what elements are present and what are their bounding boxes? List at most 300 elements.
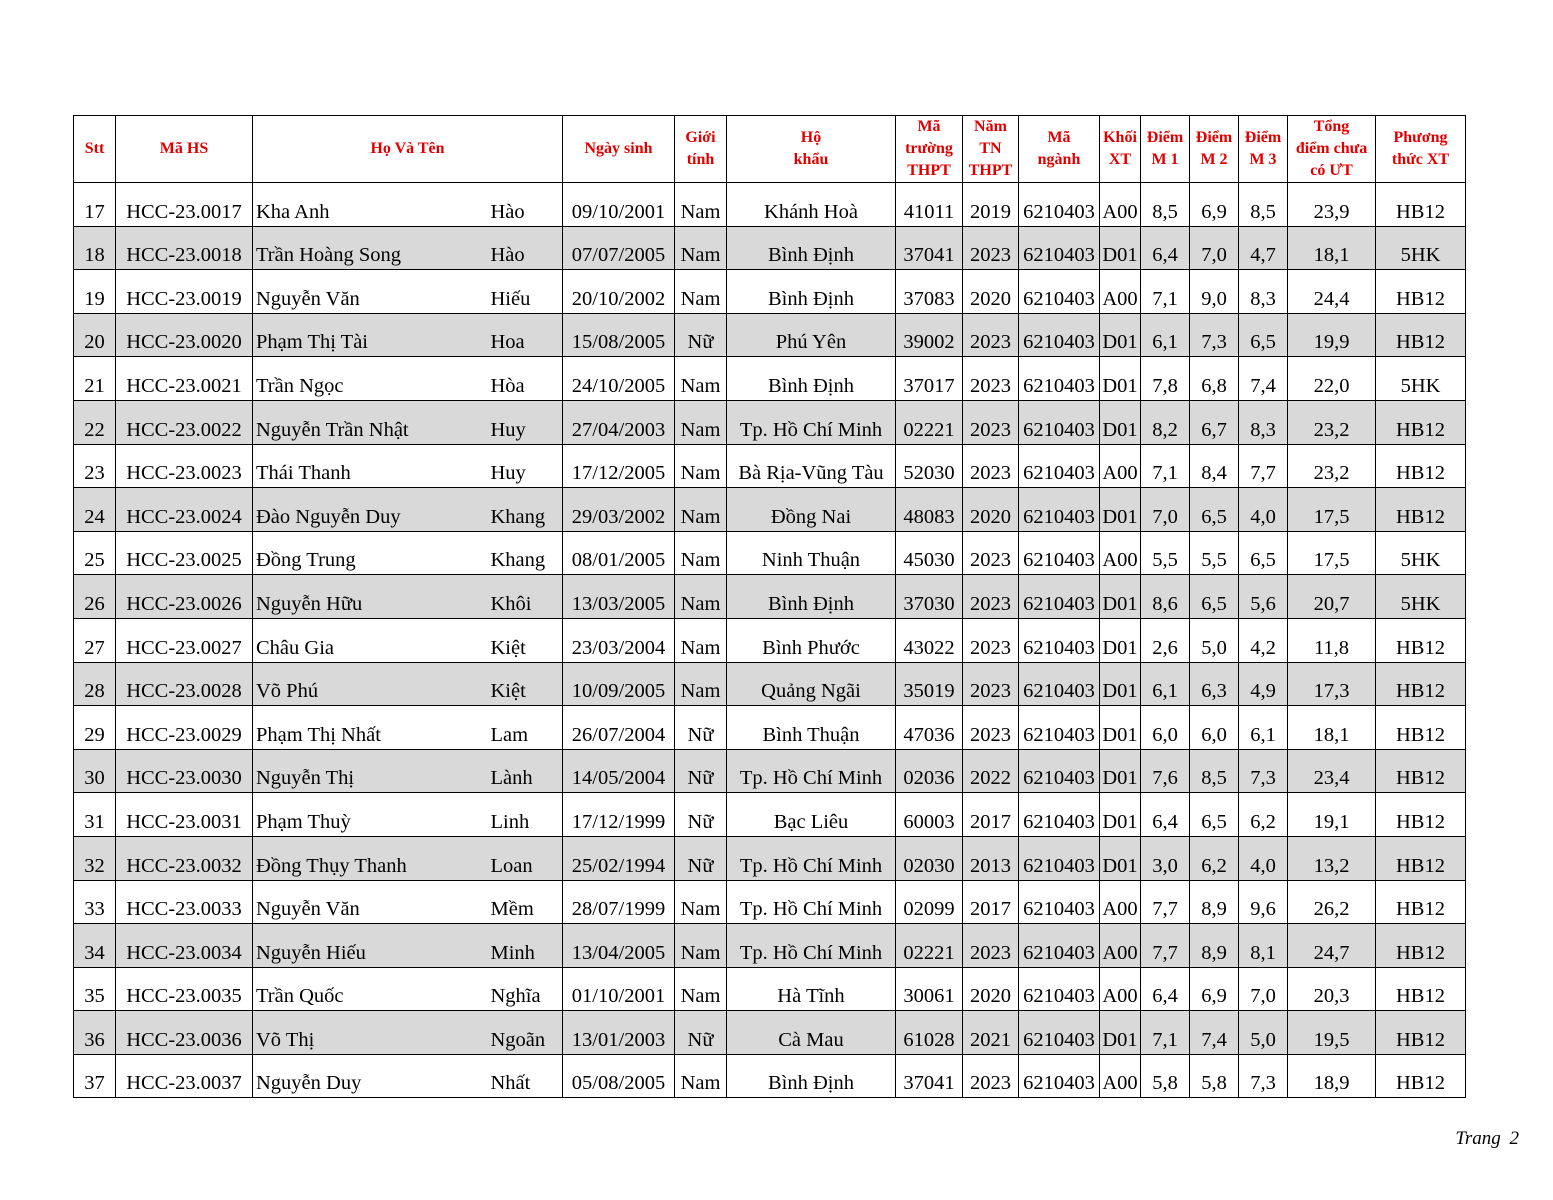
cell-diem-m2: 6,0 bbox=[1190, 706, 1239, 750]
cell-ten: Hoa bbox=[491, 313, 563, 357]
cell-ten: Huy bbox=[491, 400, 563, 444]
cell-nam-tn: 2023 bbox=[963, 313, 1019, 357]
cell-ho-khau: Bình Phước bbox=[727, 618, 896, 662]
cell-khoi-xt: D01 bbox=[1100, 836, 1141, 880]
cell-ho-khau: Bình Thuận bbox=[727, 706, 896, 750]
cell-diem-m3: 6,2 bbox=[1239, 793, 1288, 837]
cell-phuong-thuc: 5HK bbox=[1376, 531, 1466, 575]
cell-ten: Khôi bbox=[491, 575, 563, 619]
cell-stt: 24 bbox=[74, 488, 116, 532]
cell-stt: 19 bbox=[74, 270, 116, 314]
table-row bbox=[74, 400, 1466, 444]
cell-ho-khau: Tp. Hồ Chí Minh bbox=[727, 924, 896, 968]
cell-diem-m3: 7,4 bbox=[1239, 357, 1288, 401]
cell-ma-truong: 47036 bbox=[896, 706, 963, 750]
cell-stt: 29 bbox=[74, 706, 116, 750]
cell-ma-nganh: 6210403 bbox=[1019, 618, 1100, 662]
cell-diem-m3: 6,5 bbox=[1239, 531, 1288, 575]
cell-ngay-sinh: 09/10/2001 bbox=[563, 183, 675, 227]
cell-ngay-sinh: 10/09/2005 bbox=[563, 662, 675, 706]
cell-ma-hs: HCC-23.0035 bbox=[116, 967, 253, 1011]
cell-ten: Kiệt bbox=[491, 662, 563, 706]
cell-gioi-tinh: Nữ bbox=[675, 313, 727, 357]
table-row bbox=[74, 226, 1466, 270]
cell-diem-m2: 6,9 bbox=[1190, 183, 1239, 227]
cell-diem-m1: 7,6 bbox=[1141, 749, 1190, 793]
cell-ma-hs: HCC-23.0021 bbox=[116, 357, 253, 401]
cell-ngay-sinh: 14/05/2004 bbox=[563, 749, 675, 793]
cell-gioi-tinh: Nam bbox=[675, 357, 727, 401]
cell-stt: 27 bbox=[74, 618, 116, 662]
table-row bbox=[74, 183, 1466, 227]
cell-khoi-xt: D01 bbox=[1100, 313, 1141, 357]
cell-ho-dem: Đồng Trung bbox=[253, 531, 491, 575]
cell-diem-m2: 8,5 bbox=[1190, 749, 1239, 793]
cell-ma-hs: HCC-23.0022 bbox=[116, 400, 253, 444]
cell-diem-m3: 7,3 bbox=[1239, 1054, 1288, 1098]
cell-diem-m2: 9,0 bbox=[1190, 270, 1239, 314]
cell-stt: 26 bbox=[74, 575, 116, 619]
cell-ho-khau: Cà Mau bbox=[727, 1011, 896, 1055]
cell-ma-nganh: 6210403 bbox=[1019, 836, 1100, 880]
cell-tong-diem: 11,8 bbox=[1288, 618, 1376, 662]
table-row bbox=[74, 749, 1466, 793]
cell-nam-tn: 2020 bbox=[963, 270, 1019, 314]
cell-phuong-thuc: HB12 bbox=[1376, 488, 1466, 532]
cell-stt: 36 bbox=[74, 1011, 116, 1055]
cell-ten: Khang bbox=[491, 531, 563, 575]
cell-diem-m1: 7,1 bbox=[1141, 270, 1190, 314]
cell-ten: Hào bbox=[491, 226, 563, 270]
cell-diem-m1: 2,6 bbox=[1141, 618, 1190, 662]
cell-ma-nganh: 6210403 bbox=[1019, 706, 1100, 750]
cell-gioi-tinh: Nữ bbox=[675, 749, 727, 793]
cell-ho-dem: Trần Quốc bbox=[253, 967, 491, 1011]
cell-ma-truong: 39002 bbox=[896, 313, 963, 357]
cell-nam-tn: 2021 bbox=[963, 1011, 1019, 1055]
cell-ho-khau: Bình Định bbox=[727, 226, 896, 270]
cell-phuong-thuc: HB12 bbox=[1376, 1011, 1466, 1055]
cell-tong-diem: 20,7 bbox=[1288, 575, 1376, 619]
cell-diem-m3: 8,3 bbox=[1239, 400, 1288, 444]
cell-diem-m1: 7,1 bbox=[1141, 1011, 1190, 1055]
cell-ma-hs: HCC-23.0019 bbox=[116, 270, 253, 314]
table-row bbox=[74, 967, 1466, 1011]
cell-ho-khau: Bình Định bbox=[727, 357, 896, 401]
cell-stt: 18 bbox=[74, 226, 116, 270]
cell-tong-diem: 23,9 bbox=[1288, 183, 1376, 227]
cell-ho-dem: Châu Gia bbox=[253, 618, 491, 662]
table-row bbox=[74, 357, 1466, 401]
cell-nam-tn: 2017 bbox=[963, 880, 1019, 924]
cell-ngay-sinh: 26/07/2004 bbox=[563, 706, 675, 750]
cell-ngay-sinh: 27/04/2003 bbox=[563, 400, 675, 444]
cell-ngay-sinh: 15/08/2005 bbox=[563, 313, 675, 357]
cell-nam-tn: 2023 bbox=[963, 575, 1019, 619]
cell-phuong-thuc: HB12 bbox=[1376, 924, 1466, 968]
cell-diem-m2: 6,2 bbox=[1190, 836, 1239, 880]
cell-ma-truong: 41011 bbox=[896, 183, 963, 227]
cell-ma-truong: 37041 bbox=[896, 226, 963, 270]
cell-khoi-xt: D01 bbox=[1100, 357, 1141, 401]
cell-diem-m3: 9,6 bbox=[1239, 880, 1288, 924]
cell-ma-nganh: 6210403 bbox=[1019, 270, 1100, 314]
table-row bbox=[74, 836, 1466, 880]
col-header-phuong-thuc: Phương thức XT bbox=[1376, 116, 1466, 183]
cell-tong-diem: 20,3 bbox=[1288, 967, 1376, 1011]
cell-ho-dem: Nguyễn Văn bbox=[253, 270, 491, 314]
table-row bbox=[74, 575, 1466, 619]
cell-nam-tn: 2023 bbox=[963, 618, 1019, 662]
cell-diem-m3: 4,7 bbox=[1239, 226, 1288, 270]
cell-ho-dem: Phạm Thuỳ bbox=[253, 793, 491, 837]
cell-stt: 35 bbox=[74, 967, 116, 1011]
cell-diem-m3: 5,0 bbox=[1239, 1011, 1288, 1055]
cell-nam-tn: 2020 bbox=[963, 967, 1019, 1011]
cell-nam-tn: 2023 bbox=[963, 400, 1019, 444]
cell-tong-diem: 23,4 bbox=[1288, 749, 1376, 793]
cell-diem-m2: 5,5 bbox=[1190, 531, 1239, 575]
col-header-ho-khau: Hộ khẩu bbox=[727, 116, 896, 183]
cell-phuong-thuc: HB12 bbox=[1376, 270, 1466, 314]
cell-ma-truong: 02221 bbox=[896, 400, 963, 444]
cell-stt: 25 bbox=[74, 531, 116, 575]
cell-ho-dem: Nguyễn Hữu bbox=[253, 575, 491, 619]
page-number: 2 bbox=[1509, 1128, 1519, 1149]
cell-khoi-xt: A00 bbox=[1100, 1054, 1141, 1098]
cell-ho-khau: Quảng Ngãi bbox=[727, 662, 896, 706]
cell-khoi-xt: D01 bbox=[1100, 488, 1141, 532]
cell-ngay-sinh: 23/03/2004 bbox=[563, 618, 675, 662]
cell-stt: 17 bbox=[74, 183, 116, 227]
cell-ma-hs: HCC-23.0024 bbox=[116, 488, 253, 532]
cell-ma-hs: HCC-23.0031 bbox=[116, 793, 253, 837]
table-row bbox=[74, 924, 1466, 968]
cell-nam-tn: 2022 bbox=[963, 749, 1019, 793]
cell-diem-m2: 7,3 bbox=[1190, 313, 1239, 357]
cell-ho-dem: Võ Phú bbox=[253, 662, 491, 706]
cell-tong-diem: 19,1 bbox=[1288, 793, 1376, 837]
col-header-khoi-xt: Khối XT bbox=[1100, 116, 1141, 183]
cell-tong-diem: 17,5 bbox=[1288, 531, 1376, 575]
cell-ten: Hào bbox=[491, 183, 563, 227]
cell-tong-diem: 23,2 bbox=[1288, 444, 1376, 488]
cell-ma-nganh: 6210403 bbox=[1019, 749, 1100, 793]
cell-diem-m3: 4,2 bbox=[1239, 618, 1288, 662]
cell-ten: Lam bbox=[491, 706, 563, 750]
cell-ma-nganh: 6210403 bbox=[1019, 924, 1100, 968]
cell-tong-diem: 19,9 bbox=[1288, 313, 1376, 357]
cell-gioi-tinh: Nữ bbox=[675, 793, 727, 837]
cell-ma-hs: HCC-23.0028 bbox=[116, 662, 253, 706]
table-row bbox=[74, 444, 1466, 488]
cell-diem-m3: 7,0 bbox=[1239, 967, 1288, 1011]
cell-ma-hs: HCC-23.0032 bbox=[116, 836, 253, 880]
cell-diem-m3: 5,6 bbox=[1239, 575, 1288, 619]
col-header-ngay-sinh: Ngày sinh bbox=[563, 116, 675, 183]
cell-khoi-xt: A00 bbox=[1100, 183, 1141, 227]
cell-ma-nganh: 6210403 bbox=[1019, 531, 1100, 575]
cell-ma-hs: HCC-23.0033 bbox=[116, 880, 253, 924]
table-row bbox=[74, 662, 1466, 706]
cell-diem-m1: 6,0 bbox=[1141, 706, 1190, 750]
cell-ma-hs: HCC-23.0037 bbox=[116, 1054, 253, 1098]
cell-ma-truong: 60003 bbox=[896, 793, 963, 837]
cell-gioi-tinh: Nam bbox=[675, 880, 727, 924]
cell-khoi-xt: D01 bbox=[1100, 575, 1141, 619]
cell-ma-nganh: 6210403 bbox=[1019, 183, 1100, 227]
cell-ho-dem: Phạm Thị Tài bbox=[253, 313, 491, 357]
cell-nam-tn: 2017 bbox=[963, 793, 1019, 837]
cell-ten: Lành bbox=[491, 749, 563, 793]
cell-ten: Nhất bbox=[491, 1054, 563, 1098]
cell-ma-nganh: 6210403 bbox=[1019, 444, 1100, 488]
cell-ma-truong: 43022 bbox=[896, 618, 963, 662]
cell-ma-nganh: 6210403 bbox=[1019, 1054, 1100, 1098]
cell-ten: Huy bbox=[491, 444, 563, 488]
cell-khoi-xt: D01 bbox=[1100, 400, 1141, 444]
cell-ngay-sinh: 20/10/2002 bbox=[563, 270, 675, 314]
cell-ho-dem: Nguyễn Thị bbox=[253, 749, 491, 793]
cell-diem-m3: 7,3 bbox=[1239, 749, 1288, 793]
cell-diem-m1: 6,4 bbox=[1141, 226, 1190, 270]
cell-ten: Kiệt bbox=[491, 618, 563, 662]
cell-ho-khau: Tp. Hồ Chí Minh bbox=[727, 880, 896, 924]
cell-diem-m2: 6,7 bbox=[1190, 400, 1239, 444]
cell-diem-m3: 8,3 bbox=[1239, 270, 1288, 314]
cell-diem-m1: 8,6 bbox=[1141, 575, 1190, 619]
cell-ngay-sinh: 17/12/1999 bbox=[563, 793, 675, 837]
table-row bbox=[74, 1054, 1466, 1098]
cell-stt: 30 bbox=[74, 749, 116, 793]
cell-ma-truong: 02036 bbox=[896, 749, 963, 793]
cell-ho-dem: Nguyễn Trần Nhật bbox=[253, 400, 491, 444]
cell-tong-diem: 18,1 bbox=[1288, 226, 1376, 270]
cell-ten: Khang bbox=[491, 488, 563, 532]
cell-ma-truong: 02099 bbox=[896, 880, 963, 924]
col-header-gioi-tinh: Giới tính bbox=[675, 116, 727, 183]
cell-phuong-thuc: 5HK bbox=[1376, 575, 1466, 619]
cell-ma-nganh: 6210403 bbox=[1019, 880, 1100, 924]
cell-ho-dem: Nguyễn Duy bbox=[253, 1054, 491, 1098]
cell-tong-diem: 13,2 bbox=[1288, 836, 1376, 880]
table-row bbox=[74, 618, 1466, 662]
cell-ma-truong: 37017 bbox=[896, 357, 963, 401]
cell-diem-m1: 3,0 bbox=[1141, 836, 1190, 880]
footer-label: Trang bbox=[1455, 1128, 1501, 1149]
cell-diem-m2: 8,9 bbox=[1190, 924, 1239, 968]
cell-ten: Loan bbox=[491, 836, 563, 880]
cell-stt: 23 bbox=[74, 444, 116, 488]
table-row bbox=[74, 313, 1466, 357]
cell-nam-tn: 2013 bbox=[963, 836, 1019, 880]
cell-ma-truong: 35019 bbox=[896, 662, 963, 706]
cell-ma-hs: HCC-23.0029 bbox=[116, 706, 253, 750]
cell-stt: 22 bbox=[74, 400, 116, 444]
cell-ma-nganh: 6210403 bbox=[1019, 313, 1100, 357]
cell-diem-m2: 8,4 bbox=[1190, 444, 1239, 488]
cell-ma-truong: 48083 bbox=[896, 488, 963, 532]
cell-ma-hs: HCC-23.0030 bbox=[116, 749, 253, 793]
cell-ma-nganh: 6210403 bbox=[1019, 1011, 1100, 1055]
cell-khoi-xt: D01 bbox=[1100, 793, 1141, 837]
cell-diem-m1: 6,1 bbox=[1141, 662, 1190, 706]
cell-ho-khau: Ninh Thuận bbox=[727, 531, 896, 575]
table-row bbox=[74, 488, 1466, 532]
col-header-ma-hs: Mã HS bbox=[116, 116, 253, 183]
cell-ho-khau: Đồng Nai bbox=[727, 488, 896, 532]
cell-diem-m2: 6,9 bbox=[1190, 967, 1239, 1011]
cell-ma-nganh: 6210403 bbox=[1019, 662, 1100, 706]
cell-khoi-xt: A00 bbox=[1100, 880, 1141, 924]
cell-ma-nganh: 6210403 bbox=[1019, 488, 1100, 532]
table-row bbox=[74, 793, 1466, 837]
cell-khoi-xt: D01 bbox=[1100, 662, 1141, 706]
cell-diem-m2: 7,0 bbox=[1190, 226, 1239, 270]
cell-ho-khau: Tp. Hồ Chí Minh bbox=[727, 749, 896, 793]
cell-tong-diem: 18,9 bbox=[1288, 1054, 1376, 1098]
cell-phuong-thuc: HB12 bbox=[1376, 444, 1466, 488]
cell-ngay-sinh: 28/07/1999 bbox=[563, 880, 675, 924]
cell-ma-nganh: 6210403 bbox=[1019, 575, 1100, 619]
cell-stt: 28 bbox=[74, 662, 116, 706]
cell-nam-tn: 2023 bbox=[963, 924, 1019, 968]
cell-diem-m1: 7,7 bbox=[1141, 924, 1190, 968]
cell-khoi-xt: D01 bbox=[1100, 226, 1141, 270]
cell-ho-khau: Bình Định bbox=[727, 575, 896, 619]
student-list-table bbox=[73, 115, 1466, 1098]
cell-ten: Hiếu bbox=[491, 270, 563, 314]
cell-diem-m2: 5,0 bbox=[1190, 618, 1239, 662]
cell-ma-hs: HCC-23.0017 bbox=[116, 183, 253, 227]
cell-diem-m2: 5,8 bbox=[1190, 1054, 1239, 1098]
cell-ho-khau: Hà Tĩnh bbox=[727, 967, 896, 1011]
cell-ho-khau: Bình Định bbox=[727, 1054, 896, 1098]
cell-ho-dem: Thái Thanh bbox=[253, 444, 491, 488]
cell-ma-truong: 61028 bbox=[896, 1011, 963, 1055]
cell-diem-m1: 5,8 bbox=[1141, 1054, 1190, 1098]
cell-ngay-sinh: 24/10/2005 bbox=[563, 357, 675, 401]
cell-ma-hs: HCC-23.0034 bbox=[116, 924, 253, 968]
cell-ma-truong: 45030 bbox=[896, 531, 963, 575]
cell-ho-dem: Kha Anh bbox=[253, 183, 491, 227]
table-row bbox=[74, 880, 1466, 924]
cell-ngay-sinh: 29/03/2002 bbox=[563, 488, 675, 532]
cell-gioi-tinh: Nam bbox=[675, 183, 727, 227]
cell-khoi-xt: A00 bbox=[1100, 967, 1141, 1011]
col-header-diem-m3: Điểm M 3 bbox=[1239, 116, 1288, 183]
cell-ngay-sinh: 08/01/2005 bbox=[563, 531, 675, 575]
cell-gioi-tinh: Nam bbox=[675, 444, 727, 488]
cell-phuong-thuc: 5HK bbox=[1376, 357, 1466, 401]
cell-ngay-sinh: 25/02/1994 bbox=[563, 836, 675, 880]
table-row bbox=[74, 270, 1466, 314]
cell-khoi-xt: D01 bbox=[1100, 706, 1141, 750]
cell-ten: Minh bbox=[491, 924, 563, 968]
header-row bbox=[74, 116, 1466, 183]
cell-diem-m2: 6,5 bbox=[1190, 793, 1239, 837]
cell-gioi-tinh: Nữ bbox=[675, 836, 727, 880]
cell-diem-m3: 4,0 bbox=[1239, 488, 1288, 532]
cell-ma-truong: 30061 bbox=[896, 967, 963, 1011]
col-header-diem-m2: Điểm M 2 bbox=[1190, 116, 1239, 183]
cell-phuong-thuc: HB12 bbox=[1376, 400, 1466, 444]
cell-phuong-thuc: HB12 bbox=[1376, 793, 1466, 837]
cell-ho-dem: Nguyễn Văn bbox=[253, 880, 491, 924]
cell-ma-nganh: 6210403 bbox=[1019, 357, 1100, 401]
cell-phuong-thuc: HB12 bbox=[1376, 749, 1466, 793]
cell-gioi-tinh: Nam bbox=[675, 618, 727, 662]
cell-ma-truong: 37041 bbox=[896, 1054, 963, 1098]
cell-khoi-xt: D01 bbox=[1100, 1011, 1141, 1055]
cell-ngay-sinh: 17/12/2005 bbox=[563, 444, 675, 488]
cell-diem-m3: 6,5 bbox=[1239, 313, 1288, 357]
cell-gioi-tinh: Nữ bbox=[675, 706, 727, 750]
cell-tong-diem: 24,7 bbox=[1288, 924, 1376, 968]
cell-stt: 21 bbox=[74, 357, 116, 401]
cell-diem-m3: 4,9 bbox=[1239, 662, 1288, 706]
cell-stt: 34 bbox=[74, 924, 116, 968]
cell-diem-m3: 8,5 bbox=[1239, 183, 1288, 227]
cell-ma-hs: HCC-23.0036 bbox=[116, 1011, 253, 1055]
cell-ma-nganh: 6210403 bbox=[1019, 967, 1100, 1011]
cell-diem-m1: 7,7 bbox=[1141, 880, 1190, 924]
cell-stt: 32 bbox=[74, 836, 116, 880]
cell-phuong-thuc: HB12 bbox=[1376, 662, 1466, 706]
cell-diem-m1: 7,0 bbox=[1141, 488, 1190, 532]
cell-diem-m2: 6,5 bbox=[1190, 575, 1239, 619]
cell-ho-khau: Bình Định bbox=[727, 270, 896, 314]
cell-khoi-xt: D01 bbox=[1100, 618, 1141, 662]
cell-diem-m1: 7,8 bbox=[1141, 357, 1190, 401]
cell-ten: Ngoãn bbox=[491, 1011, 563, 1055]
cell-nam-tn: 2023 bbox=[963, 1054, 1019, 1098]
cell-diem-m3: 6,1 bbox=[1239, 706, 1288, 750]
cell-tong-diem: 19,5 bbox=[1288, 1011, 1376, 1055]
cell-ngay-sinh: 05/08/2005 bbox=[563, 1054, 675, 1098]
cell-khoi-xt: A00 bbox=[1100, 444, 1141, 488]
cell-ngay-sinh: 13/04/2005 bbox=[563, 924, 675, 968]
cell-tong-diem: 17,5 bbox=[1288, 488, 1376, 532]
cell-ho-khau: Tp. Hồ Chí Minh bbox=[727, 400, 896, 444]
cell-gioi-tinh: Nam bbox=[675, 967, 727, 1011]
cell-nam-tn: 2023 bbox=[963, 444, 1019, 488]
cell-ma-truong: 52030 bbox=[896, 444, 963, 488]
cell-ngay-sinh: 13/01/2003 bbox=[563, 1011, 675, 1055]
col-header-ho-va-ten: Họ Và Tên bbox=[253, 116, 563, 183]
cell-ho-dem: Nguyễn Hiếu bbox=[253, 924, 491, 968]
cell-ma-truong: 02030 bbox=[896, 836, 963, 880]
cell-diem-m1: 6,4 bbox=[1141, 967, 1190, 1011]
cell-diem-m3: 4,0 bbox=[1239, 836, 1288, 880]
cell-nam-tn: 2023 bbox=[963, 662, 1019, 706]
cell-khoi-xt: D01 bbox=[1100, 749, 1141, 793]
cell-ho-dem: Đào Nguyễn Duy bbox=[253, 488, 491, 532]
cell-gioi-tinh: Nam bbox=[675, 575, 727, 619]
cell-ho-khau: Tp. Hồ Chí Minh bbox=[727, 836, 896, 880]
cell-ten: Nghĩa bbox=[491, 967, 563, 1011]
col-header-nam-tn: Năm TN THPT bbox=[963, 116, 1019, 183]
cell-diem-m2: 6,8 bbox=[1190, 357, 1239, 401]
cell-khoi-xt: A00 bbox=[1100, 270, 1141, 314]
cell-diem-m2: 7,4 bbox=[1190, 1011, 1239, 1055]
cell-diem-m1: 8,5 bbox=[1141, 183, 1190, 227]
cell-phuong-thuc: HB12 bbox=[1376, 836, 1466, 880]
cell-diem-m2: 6,5 bbox=[1190, 488, 1239, 532]
cell-gioi-tinh: Nam bbox=[675, 488, 727, 532]
cell-gioi-tinh: Nam bbox=[675, 662, 727, 706]
cell-diem-m2: 8,9 bbox=[1190, 880, 1239, 924]
